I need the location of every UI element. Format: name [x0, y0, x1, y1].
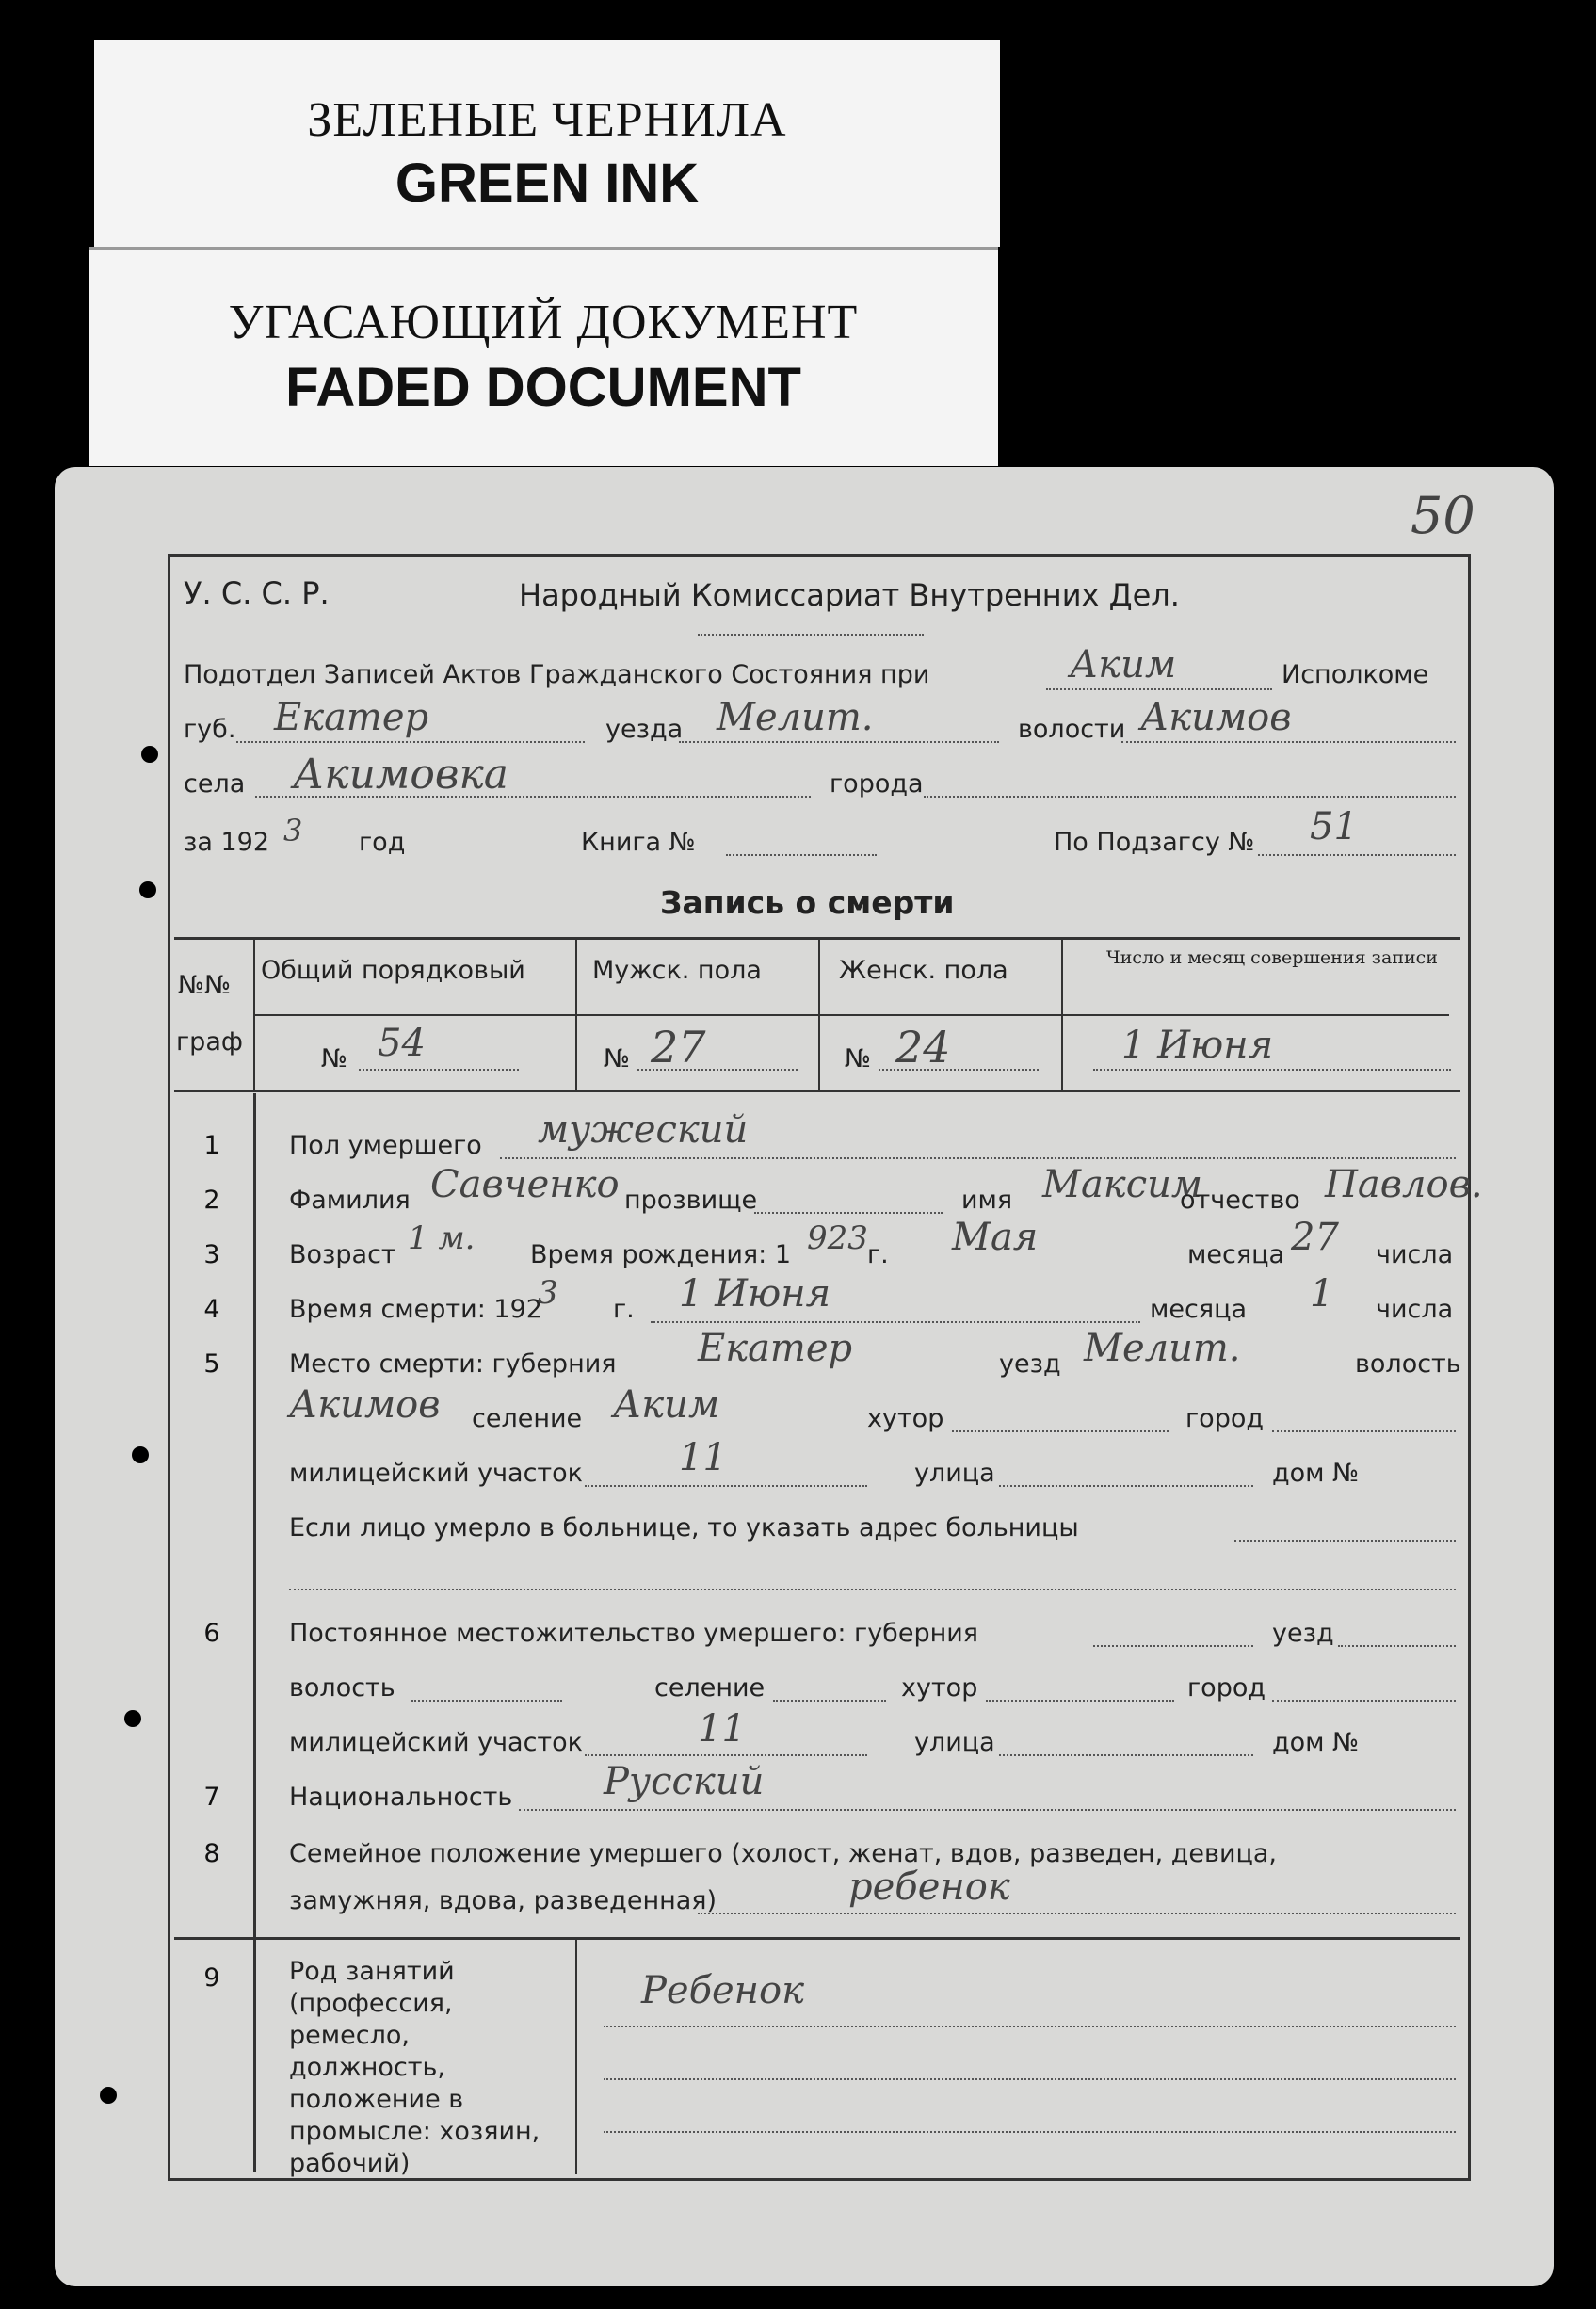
- perm-house-label: дом №: [1272, 1728, 1360, 1757]
- perm-militia-label: милицейский участок: [289, 1728, 583, 1757]
- sex-value: мужеский: [538, 1108, 749, 1152]
- occupation-line: [604, 2078, 1456, 2080]
- record-title: Запись о смерти: [660, 884, 955, 921]
- uezd-line: [679, 741, 999, 743]
- general-line: [359, 1069, 519, 1071]
- faded-document-label: [89, 247, 998, 466]
- ussr-heading: У. С. С. Р.: [184, 575, 330, 611]
- age-label: Возраст: [289, 1240, 396, 1269]
- patronymic-label: отчество: [1180, 1186, 1300, 1215]
- death-month-line: [651, 1321, 1140, 1323]
- occupation-line: [604, 2131, 1456, 2133]
- green-ink-label-ru: ЗЕЛЕНЫЕ ЧЕРНИЛА: [307, 93, 787, 147]
- place-uezd-label: уезд: [999, 1349, 1061, 1379]
- hospital-line-2: [289, 1589, 1456, 1590]
- gub-line: [236, 741, 585, 743]
- death-record-form: [168, 554, 1483, 2181]
- name-value: Максим: [1042, 1163, 1203, 1206]
- place-volost-value: Акимов: [289, 1383, 441, 1427]
- sex-label: Пол умершего: [289, 1131, 482, 1160]
- row-number: 9: [203, 1963, 220, 1993]
- uezd-label: уезда: [605, 715, 684, 744]
- male-no: №: [604, 1044, 631, 1074]
- death-month: 1 Июня: [679, 1272, 831, 1316]
- hospital-label: Если лицо умерло в больнице, то указать адрес больницы: [289, 1513, 1079, 1542]
- place-selenie-label: селение: [472, 1404, 583, 1433]
- death-year: 3: [538, 1274, 558, 1312]
- death-month-label: месяца: [1150, 1295, 1247, 1324]
- nationality-value: Русский: [604, 1760, 765, 1803]
- general-no: №: [321, 1044, 348, 1074]
- death-day-label: числа: [1376, 1295, 1454, 1324]
- faded-document-label-ru: УГАСАЮЩИЙ ДОКУМЕНТ: [228, 296, 859, 349]
- occupation-value: Ребенок: [641, 1969, 804, 2012]
- book-label: Книга №: [581, 828, 696, 857]
- year-value: 3: [283, 813, 303, 848]
- subset-line: [1258, 854, 1456, 856]
- year-label: за 192: [184, 828, 270, 857]
- table-col-divider: [818, 937, 820, 1090]
- birth-day: 27: [1291, 1216, 1339, 1259]
- punch-hole: [141, 746, 158, 763]
- subdept-value: Аким: [1070, 643, 1177, 686]
- punch-hole: [139, 881, 156, 898]
- perm-militia-line: [585, 1754, 867, 1756]
- perm-volost-label: волость: [289, 1673, 395, 1703]
- birth-month: Мая: [952, 1216, 1039, 1259]
- death-g: г.: [613, 1295, 635, 1324]
- year-suffix: год: [359, 828, 406, 857]
- place-label: Место смерти: губерния: [289, 1349, 617, 1379]
- row9-col-divider: [575, 1937, 577, 2174]
- row-number: 4: [203, 1295, 220, 1324]
- gub-value: Екатер: [274, 696, 429, 739]
- occupation-label: Род занятий (профессия, ремесло, должность, положение в промысле: хозяин, рабочий): [289, 1957, 540, 2178]
- gorod-line: [924, 796, 1456, 798]
- perm-uezd-label: уезд: [1272, 1619, 1334, 1648]
- patronymic-value: Павлов.: [1325, 1163, 1483, 1206]
- place-khutor-line: [952, 1430, 1169, 1432]
- book-line: [726, 854, 877, 856]
- female-no: №: [845, 1044, 872, 1074]
- page-number: 50: [1411, 486, 1475, 545]
- birth-g: г.: [867, 1240, 889, 1269]
- col-female: Женск. пола: [839, 956, 1008, 985]
- place-gub-value: Екатер: [698, 1327, 853, 1370]
- perm-selenie-line: [773, 1700, 886, 1702]
- occupation-line: [604, 2026, 1456, 2027]
- row-number: 2: [203, 1186, 220, 1215]
- female-value: 24: [895, 1022, 951, 1073]
- subdept-line: [1046, 688, 1272, 690]
- general-value: 54: [378, 1022, 426, 1065]
- age-value: 1 м.: [408, 1219, 476, 1257]
- divider: [698, 634, 924, 636]
- faded-document-label-en: FADED DOCUMENT: [285, 357, 801, 418]
- volost-label: волости: [1018, 715, 1126, 744]
- perm-street-line: [999, 1754, 1253, 1756]
- death-label: Время смерти: 192: [289, 1295, 542, 1324]
- nationality-line: [519, 1809, 1456, 1811]
- house-label: дом №: [1272, 1459, 1360, 1488]
- punch-hole: [100, 2087, 117, 2104]
- place-gorod-label: город: [1185, 1404, 1265, 1433]
- male-value: 27: [651, 1022, 706, 1073]
- table-col-divider: [575, 937, 577, 1090]
- family-label-2: замужняя, вдова, разведенная): [289, 1886, 717, 1915]
- commissariat-heading: Народный Комиссариат Внутренних Дел.: [519, 577, 1180, 613]
- family-label: Семейное положение умершего (холост, женат, вдов, разведен, девица,: [289, 1839, 1277, 1868]
- row-number: 1: [203, 1131, 220, 1160]
- rows-col-divider: [253, 1093, 256, 2172]
- gub-label: губ.: [184, 715, 236, 744]
- table-mid-rule: [253, 1014, 1449, 1016]
- date-value: 1 Июня: [1121, 1024, 1274, 1067]
- col-male: Мужск. пола: [592, 956, 762, 985]
- birth-day-label: числа: [1376, 1240, 1454, 1269]
- birth-month-label: месяца: [1187, 1240, 1284, 1269]
- row-number: 8: [203, 1839, 220, 1868]
- row-number: 5: [203, 1349, 220, 1379]
- street-label: улица: [914, 1459, 995, 1488]
- punch-hole: [132, 1446, 149, 1463]
- death-day: 1: [1310, 1272, 1334, 1316]
- perm-uezd-line: [1338, 1645, 1456, 1647]
- militia-label: милицейский участок: [289, 1459, 583, 1488]
- family-value: ребенок: [848, 1865, 1010, 1909]
- place-uezd-value: Мелит.: [1084, 1327, 1241, 1370]
- row-number: 6: [203, 1619, 220, 1648]
- place-gorod-line: [1272, 1430, 1456, 1432]
- death-record-sheet: [55, 467, 1554, 2286]
- table-top-rule: [174, 937, 1460, 940]
- street-line: [999, 1485, 1253, 1487]
- militia-line: [585, 1485, 867, 1487]
- perm-khutor-line: [986, 1700, 1174, 1702]
- family-line: [698, 1913, 1456, 1914]
- col-graf-top: №№: [178, 971, 232, 1000]
- uezd-value: Мелит.: [717, 696, 874, 739]
- volost-line: [1121, 741, 1456, 743]
- place-volost-label: волость: [1355, 1349, 1461, 1379]
- row-number: 3: [203, 1240, 220, 1269]
- table-bottom-rule: [174, 1090, 1460, 1092]
- col-general: Общий порядковый: [261, 956, 525, 985]
- perm-gorod-label: город: [1187, 1673, 1266, 1703]
- perm-gorod-line: [1272, 1700, 1456, 1702]
- nationality-label: Национальность: [289, 1783, 513, 1812]
- subdept-suffix: Исполкоме: [1282, 660, 1429, 689]
- subset-value: 51: [1310, 805, 1358, 848]
- row-number: 7: [203, 1783, 220, 1812]
- birth-label: Время рождения: 1: [530, 1240, 792, 1269]
- birth-year: 923: [807, 1219, 868, 1257]
- selo-value: Акимовка: [293, 751, 509, 799]
- gorod-label: города: [830, 769, 924, 799]
- perm-gub-line: [1093, 1645, 1253, 1647]
- surname-label: Фамилия: [289, 1186, 411, 1215]
- place-khutor-label: хутор: [867, 1404, 944, 1433]
- table-col-divider: [1061, 937, 1063, 1090]
- perm-volost-line: [411, 1700, 562, 1702]
- nickname-line: [754, 1212, 943, 1214]
- green-ink-label: [94, 40, 1000, 247]
- volost-value: Акимов: [1140, 696, 1292, 739]
- date-line: [1093, 1069, 1451, 1071]
- sex-line: [500, 1157, 1456, 1159]
- subset-label: По Подзагсу №: [1054, 828, 1255, 857]
- perm-militia-value: 11: [698, 1707, 746, 1751]
- row9-top-rule: [174, 1937, 1460, 1940]
- surname-value: Савченко: [430, 1163, 620, 1206]
- table-col-divider: [253, 937, 255, 1090]
- perm-label: Постоянное местожительство умершего: губерния: [289, 1619, 979, 1648]
- nickname-label: прозвище: [624, 1186, 758, 1215]
- perm-khutor-label: хутор: [901, 1673, 978, 1703]
- punch-hole: [124, 1710, 141, 1727]
- name-label: имя: [961, 1186, 1013, 1215]
- col-graf-bottom: граф: [176, 1027, 243, 1057]
- col-date: Число и месяц совершения записи: [1106, 947, 1438, 968]
- militia-value: 11: [679, 1436, 727, 1479]
- selo-label: села: [184, 769, 246, 799]
- hospital-line: [1234, 1540, 1456, 1542]
- subdept-label: Подотдел Записей Актов Гражданского Состояния при: [184, 660, 930, 689]
- perm-street-label: улица: [914, 1728, 995, 1757]
- place-selenie-value: Аким: [613, 1383, 720, 1427]
- perm-selenie-label: селение: [654, 1673, 766, 1703]
- green-ink-label-en: GREEN INK: [395, 153, 700, 214]
